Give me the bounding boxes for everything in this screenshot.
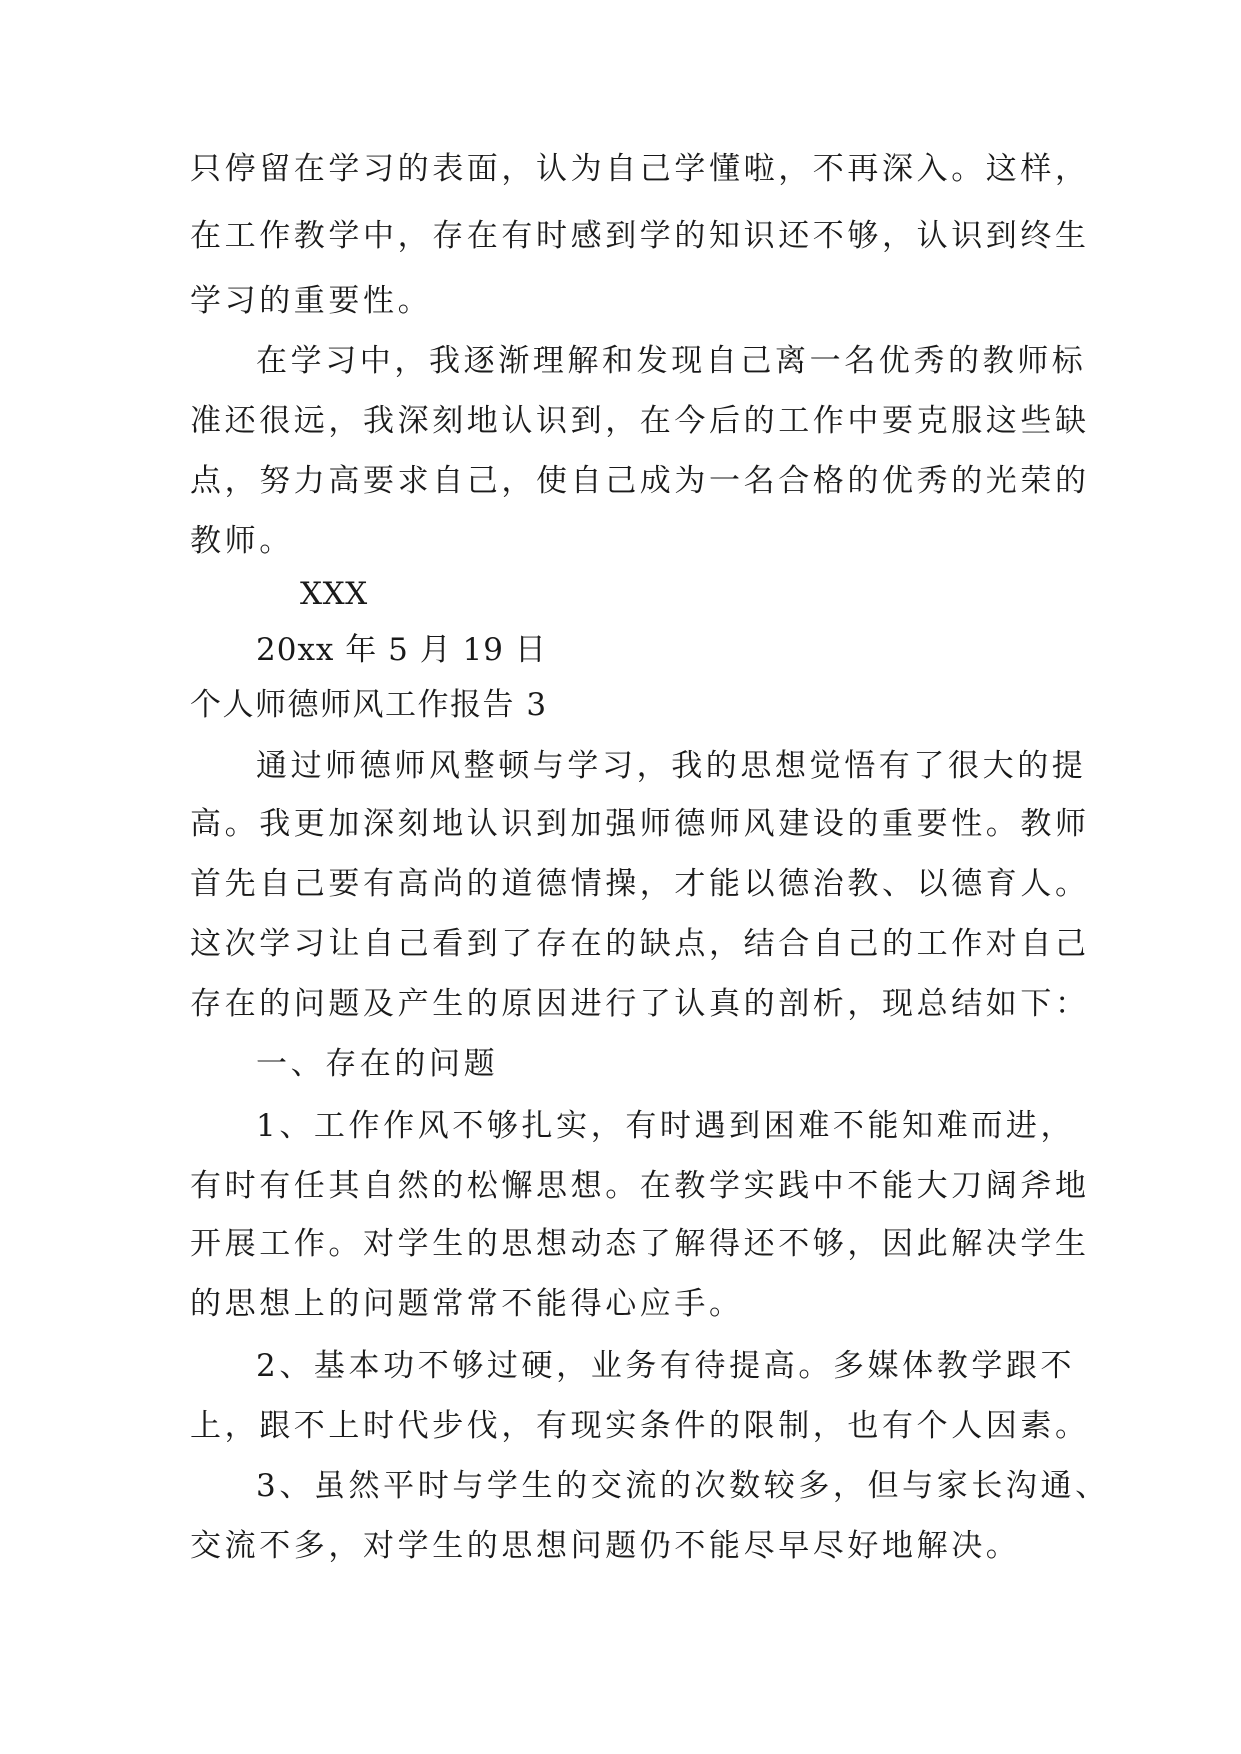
body-line: 交流不多，对学生的思想问题仍不能尽早尽好地解决。 — [190, 1528, 1021, 1564]
body-line: 学习的重要性。 — [190, 283, 433, 319]
body-line: 教师。 — [190, 523, 294, 559]
list-item-first-line: 2、基本功不够过硬，业务有待提高。多媒体教学跟不 — [256, 1348, 1076, 1384]
signature-name: XXX — [300, 576, 368, 612]
body-line: 有时有任其自然的松懈思想。在教学实践中不能大刀阔斧地 — [190, 1168, 1090, 1204]
body-line: 上，跟不上时代步伐，有现实条件的限制，也有个人因素。 — [190, 1408, 1090, 1444]
body-line: 在工作教学中，存在有时感到学的知识还不够，认识到终生 — [190, 218, 1090, 254]
paragraph-first-line: 在学习中，我逐渐理解和发现自己离一名优秀的教师标 — [256, 343, 1087, 379]
subsection-heading: 一、存在的问题 — [256, 1046, 499, 1082]
list-item-first-line: 3、虽然平时与学生的交流的次数较多，但与家长沟通、 — [256, 1468, 1110, 1504]
body-line: 存在的问题及产生的原因进行了认真的剖析，现总结如下： — [190, 986, 1090, 1022]
list-item-first-line: 1、工作作风不够扎实，有时遇到困难不能知难而进， — [256, 1108, 1076, 1144]
paragraph-first-line: 通过师德师风整顿与学习，我的思想觉悟有了很大的提 — [256, 748, 1087, 784]
body-line: 的思想上的问题常常不能得心应手。 — [190, 1286, 744, 1322]
section-heading: 个人师德师风工作报告 3 — [190, 687, 548, 723]
body-line: 准还很远，我深刻地认识到，在今后的工作中要克服这些缺 — [190, 403, 1090, 439]
body-line: 开展工作。对学生的思想动态了解得还不够，因此解决学生 — [190, 1226, 1090, 1262]
body-line: 只停留在学习的表面，认为自己学懂啦，不再深入。这样， — [190, 151, 1090, 187]
body-line: 这次学习让自己看到了存在的缺点，结合自己的工作对自己 — [190, 926, 1090, 962]
body-line: 点，努力高要求自己，使自己成为一名合格的优秀的光荣的 — [190, 463, 1090, 499]
body-line: 首先自己要有高尚的道德情操，才能以德治教、以德育人。 — [190, 866, 1090, 902]
body-line: 高。我更加深刻地认识到加强师德师风建设的重要性。教师 — [190, 806, 1090, 842]
signature-date: 20xx 年 5 月 19 日 — [256, 632, 547, 668]
